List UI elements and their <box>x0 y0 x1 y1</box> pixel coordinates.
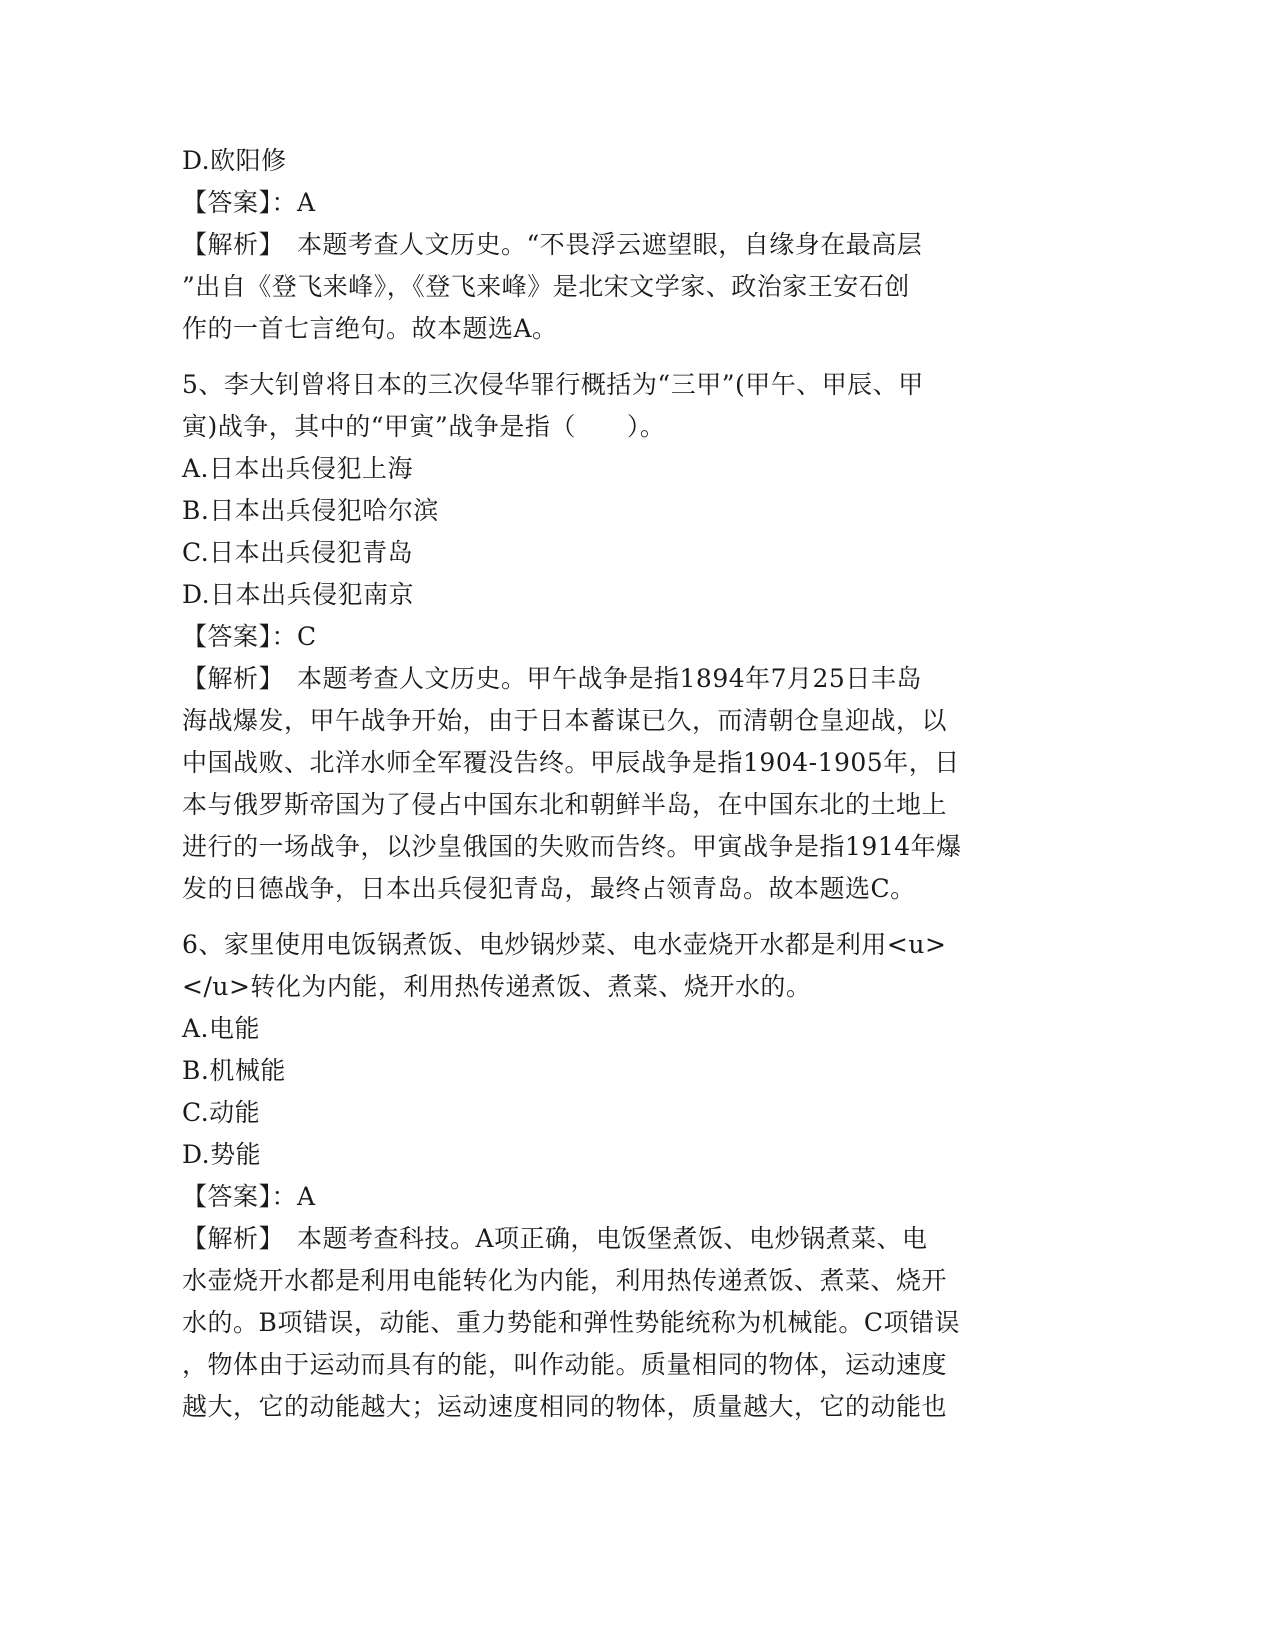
option-d-q5: D.日本出兵侵犯南京 <box>182 580 415 609</box>
explanation-q5-line-6: 发的日德战争，日本出兵侵犯青岛，最终占领青岛。故本题选C。 <box>182 874 916 903</box>
explanation-q6-line-1: 【解析】 本题考查科技。A项正确，电饭堡煮饭、电炒锅煮菜、电 <box>182 1224 928 1253</box>
explanation-q4-line-1: 【解析】 本题考查人文历史。“不畏浮云遮望眼，自缘身在最高层 <box>182 230 923 259</box>
explanation-q4-line-2: ”出自《登飞来峰》，《登飞来峰》是北宋文学家、政治家王安石创 <box>182 272 910 301</box>
answer-q6: 【答案】：A <box>182 1182 316 1211</box>
explanation-q5-line-3: 中国战败、北洋水师全军覆没告终。甲辰战争是指1904-1905年，日 <box>182 748 960 777</box>
option-b-q6: B.机械能 <box>182 1056 286 1085</box>
explanation-q6-line-4: ，物体由于运动而具有的能，叫作动能。质量相同的物体，运动速度 <box>182 1350 948 1379</box>
option-c-q6: C.动能 <box>182 1098 261 1127</box>
question-6-line-2: </u>转化为内能，利用热传递煮饭、煮菜、烧开水的。 <box>182 972 812 1001</box>
answer-q4: 【答案】：A <box>182 188 316 217</box>
explanation-q5-line-1: 【解析】 本题考查人文历史。甲午战争是指1894年7月25日丰岛 <box>182 664 922 693</box>
explanation-q6-line-3: 水的。B项错误，动能、重力势能和弹性势能统称为机械能。C项错误 <box>182 1308 961 1337</box>
explanation-q6-line-2: 水壶烧开水都是利用电能转化为内能，利用热传递煮饭、煮菜、烧开 <box>182 1266 948 1295</box>
explanation-q5-line-2: 海战爆发，甲午战争开始，由于日本蓄谋已久，而清朝仓皇迎战，以 <box>182 706 948 735</box>
option-d-q6: D.势能 <box>182 1140 262 1169</box>
explanation-q6-line-5: 越大，它的动能越大；运动速度相同的物体，质量越大，它的动能也 <box>182 1392 948 1421</box>
option-d-q4: D.欧阳修 <box>182 146 287 175</box>
option-a-q5: A.日本出兵侵犯上海 <box>182 454 414 483</box>
explanation-q5-line-5: 进行的一场战争，以沙皇俄国的失败而告终。甲寅战争是指1914年爆 <box>182 832 962 861</box>
question-5-line-2: 寅)战争，其中的“甲寅”战争是指（ ）。 <box>182 412 666 441</box>
question-6-line-1: 6、家里使用电饭锅煮饭、电炒锅炒菜、电水壶烧开水都是利用<u> <box>182 930 947 959</box>
explanation-q4-line-3: 作的一首七言绝句。故本题选A。 <box>182 314 558 343</box>
option-c-q5: C.日本出兵侵犯青岛 <box>182 538 414 567</box>
option-b-q5: B.日本出兵侵犯哈尔滨 <box>182 496 439 525</box>
question-5-line-1: 5、李大钊曾将日本的三次侵华罪行概括为“三甲”(甲午、甲辰、甲 <box>182 370 924 399</box>
answer-q5: 【答案】：C <box>182 622 317 651</box>
option-a-q6: A.电能 <box>182 1014 261 1043</box>
explanation-q5-line-4: 本与俄罗斯帝国为了侵占中国东北和朝鲜半岛，在中国东北的土地上 <box>182 790 948 819</box>
